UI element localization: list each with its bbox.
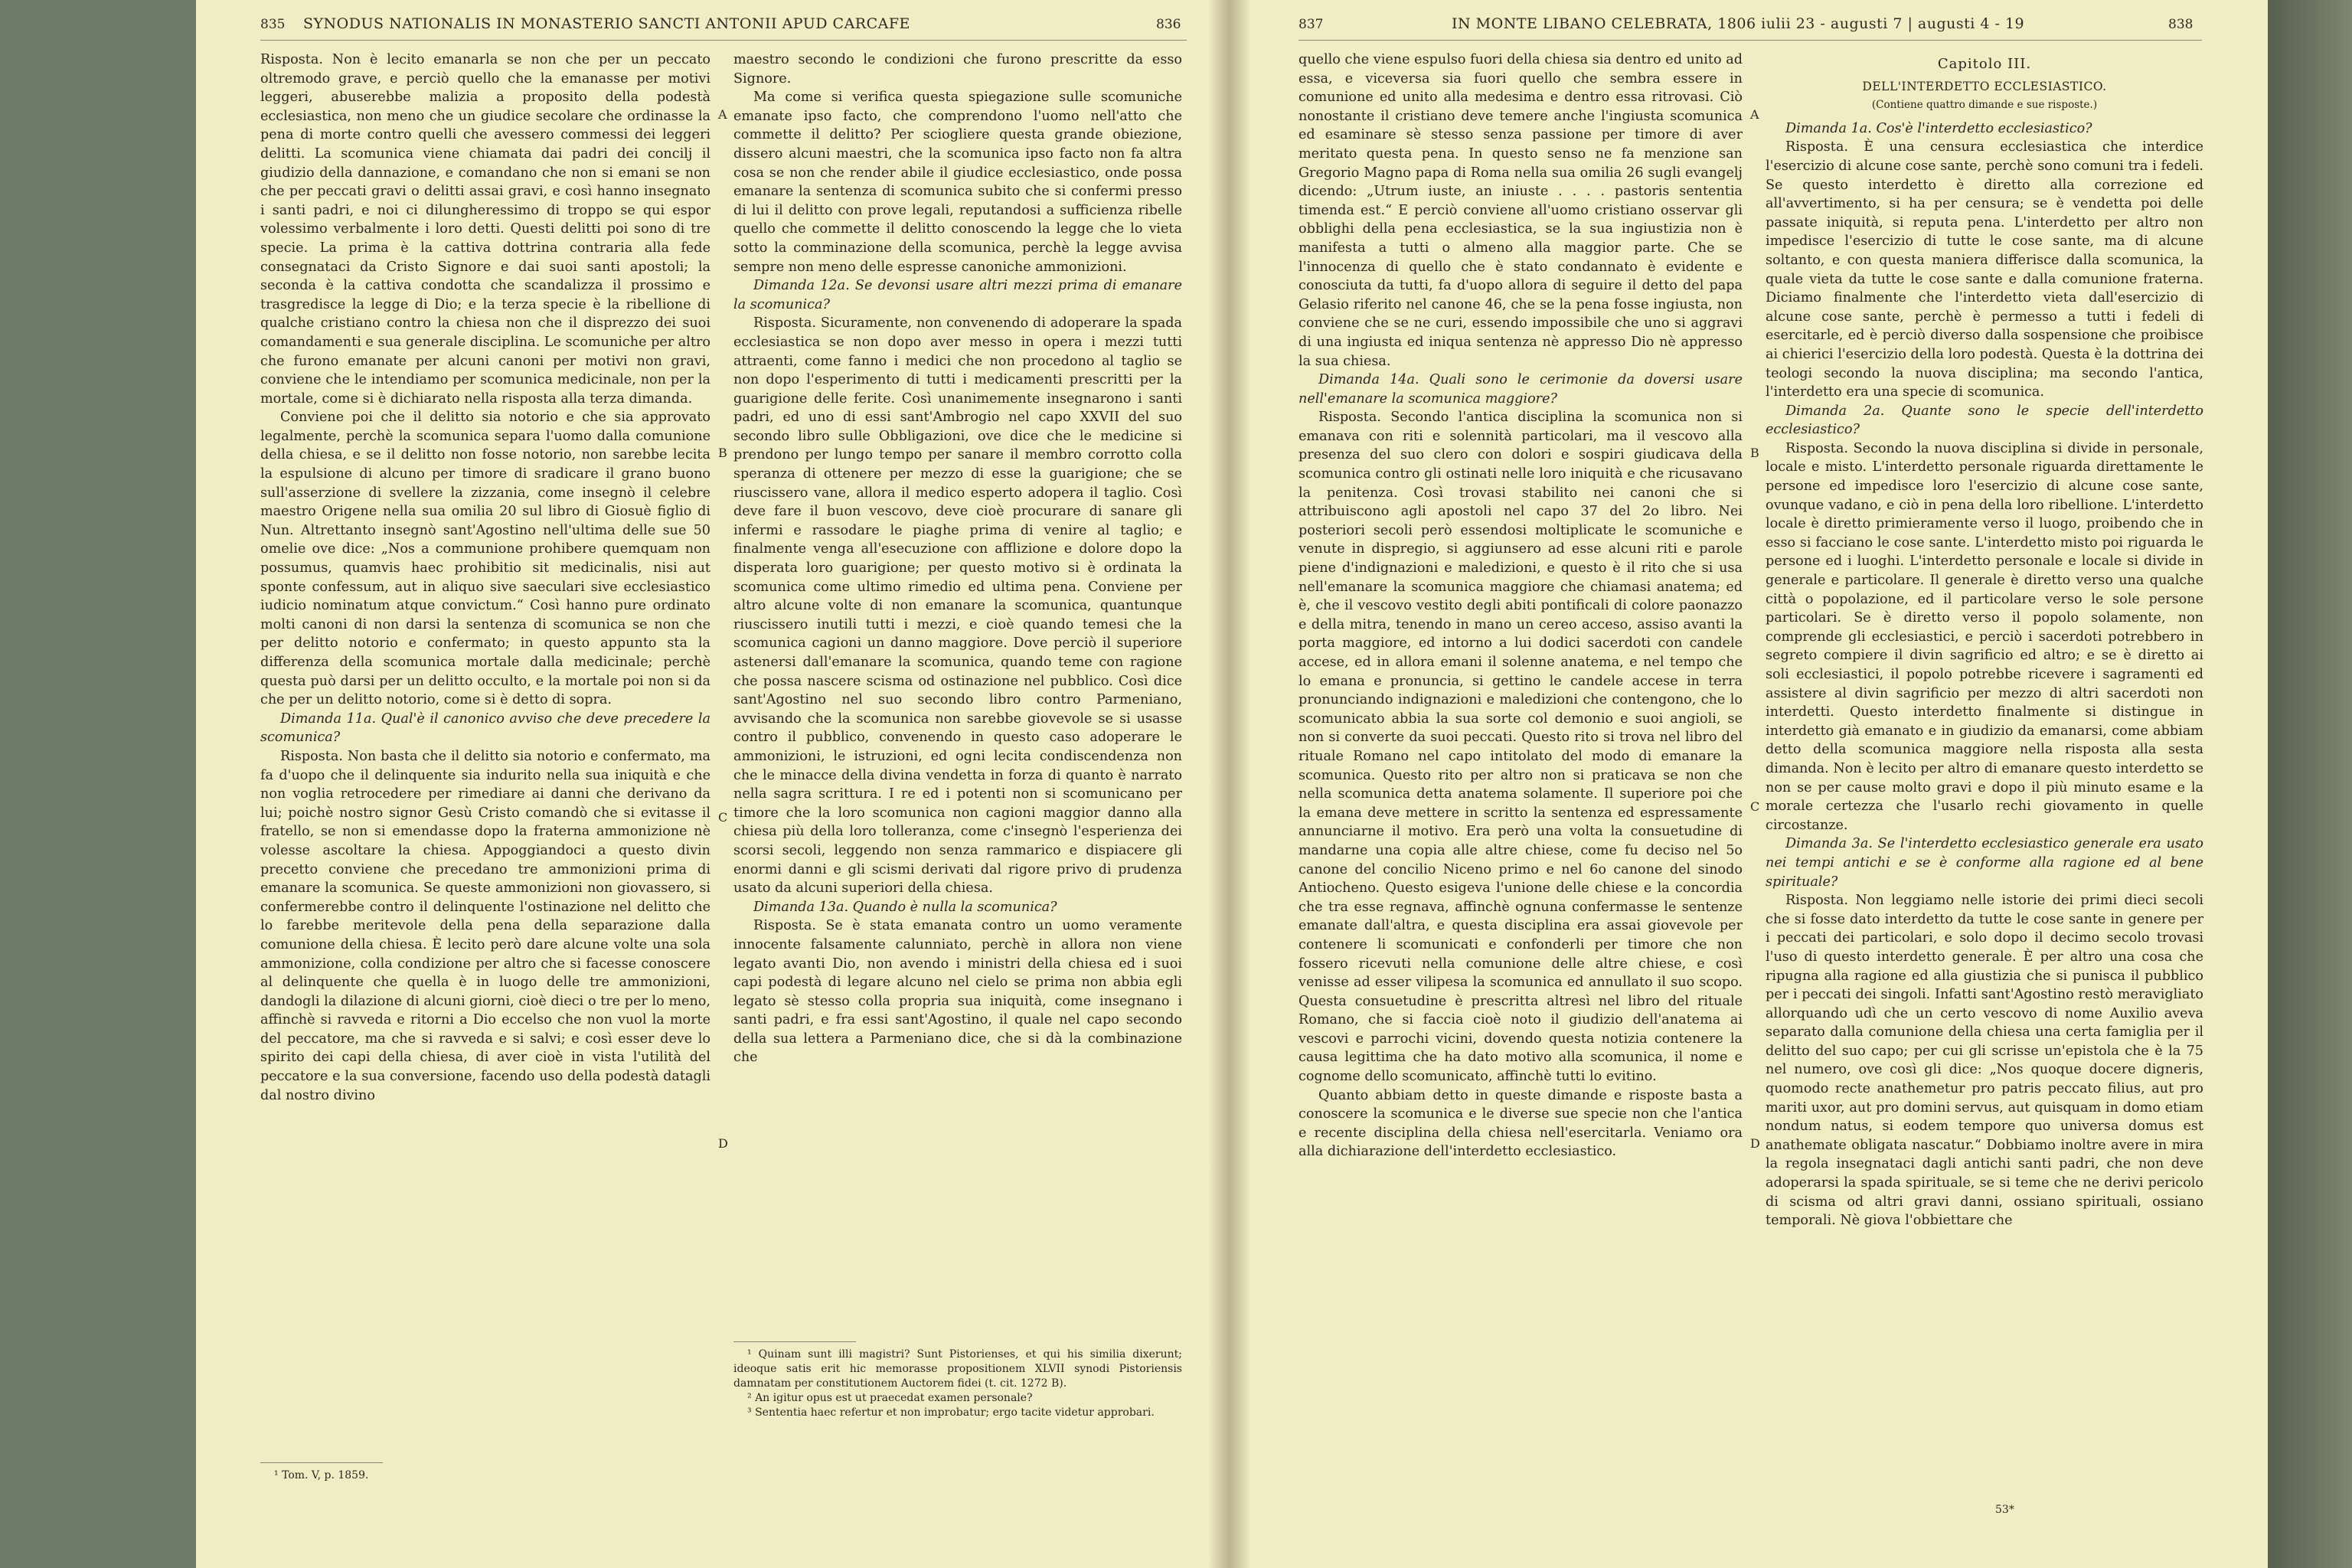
column-number-right: 838	[2168, 17, 2194, 32]
column-number-left: 835	[260, 17, 286, 32]
paragraph: maestro secondo le condizioni che furono prescritte da esso Signore.	[733, 52, 1182, 87]
open-book	[196, 0, 2268, 1568]
question: Dimanda 12a. Se devonsi usare altri mezzi prima di emanare la scomunica?	[733, 278, 1182, 312]
margin-letter: D	[1750, 1136, 1760, 1151]
running-head-left: SYNODUS NATIONALIS IN MONASTERIO SANCTI ANTONII APUD CARCAFE	[303, 15, 910, 32]
question: Dimanda 14a. Quali sono le cerimonie da doversi usare nell'emanare la scomunica maggiore?	[1298, 372, 1743, 407]
header-rule	[1298, 40, 2202, 41]
margin-letter: C	[1750, 799, 1760, 814]
paragraph: Risposta. Non leggiamo nelle istorie dei primi dieci secoli che si fosse dato interdetto da tutte le cose sante in genere per i peccati dei particolari, e solo dopo il decimo secolo trovasi l'uso di questo interdetto generale. È per altro una cosa che ripugna alla ragione ed alla giustizia che si punisca il pubblico per i peccati dei singoli. Infatti sant'Agostino restò meravigliato allorquando udì che un certo vescovo di nome Auxilio aveva separato dalla comunione della chiesa una certa famiglia per il delitto del suo capo; per cui gli scrisse un'epistola che è la 75 nel numero, ove così gli dice: „Nos quoque docere digneris, quomodo recte anathemetur pro patris peccato filius, aut pro mariti uxor, aut pro domini servus, aut quisquam in domo etiam nondum natus, si eodem tempore quo universa domus est anathemate obligata nascatur.“ Dobbiamo inoltre avere in mira la regola insegnataci dagli antichi santi padri, che non deve adoperarsi la spada spirituale, se si teme che ne derivi pericolo di scisma od altri gravi danni, ossiano spirituali, ossiano temporali. Nè giova l'obbiettare che	[1766, 893, 2203, 1229]
footnote-rule	[733, 1341, 856, 1342]
paragraph: Risposta. Se è stata emanata contro un uomo veramente innocente falsamente calunniato, perchè in allora non viene legato avanti Dio, non avendo i ministri della chiesa ed i suoi capi podestà di legare alcuno nel cielo se prima non abbia egli legato sè stesso colla propria sua iniquità, come insegnano i santi padri, e fra essi sant'Agostino, il quale nel capo secondo della sua lettera a Parmeniano dice, che si dà la combinazione che	[733, 918, 1182, 1066]
paragraph: Risposta. Non è lecito emanarla se non che per un peccato oltremodo grave, e perciò quello che la emanasse per motivi leggeri, abuserebbe malizia a proposito della podestà ecclesiastica, non meno che un giudice secolare che ordinasse la pena di morte contro quelli che avessero commessi dei leggeri delitti. La scomunica viene chiamata dai padri dei concilj il giudizio della dannazione, e comandano che non si emani se non che per peccati gravi o delitti assai gravi, e così hanno insegnato i santi padri, e noi ci dilungheressimo di troppo se qui espor volessimo verbalmente i loro detti. Questi delitti poi sono di tre specie. La prima è la cattiva dottrina contraria alla fede consegnataci da Cristo Signore e dai suoi santi apostoli; la seconda è la cattiva condotta che scandalizza il prossimo e trasgredisce la legge di Dio; e la terza specie è la ribellione di qualche cristiano contro la chiesa non che il disprezzo dei suoi comandamenti e sua generale disciplina. Le scomuniche per altro che furono emanate per alcuni canoni per motivi non gravi, conviene che le intendiamo per scomunica medicinale, non per la mortale, come si è dichiarato nella risposta alla terza dimanda.	[260, 52, 710, 407]
text-column-838	[1766, 51, 2203, 1505]
question: Dimanda 13a. Quando è nulla la scomunica?	[753, 899, 1057, 915]
background-right	[2268, 0, 2352, 1568]
paragraph: Risposta. Sicuramente, non convenendo di adoperare la spada ecclesiastica se non dopo aver messo in opera i mezzi tutti attraenti, come fanno i medici che non procedono al taglio se non dopo l'esperimento di tutti i medicamenti prescritti per la guarigione delle ferite. Così unanimemente insegnarono i santi padri, ed uno di essi sant'Ambrogio nel capo XXVII del suo secondo libro sulle Obbligazioni, ove dice che le medicine si prendono per lungo tempo per sanare il membro corrotto colla speranza di ottenere per mezzo di esse la guarigione; che se riuscissero vane, allora il medico esperto adopera il taglio. Così deve fare il buon vescovo, deve cioè procurare di sanare gli infermi e rassodare le piaghe prima di venire al taglio; e finalmente venga all'esecuzione con afflizione e dolore dopo la disperata loro guarigione; per questo motivo si è ordinata la scomunica come ultimo rimedio ed ultima pena. Conviene per altro alcune volte di non emanare la scomunica, quantunque riuscissero inutili tutti i mezzi, e cioè quando temesi che la scomunica cagioni un danno maggiore. Dove perciò il superiore astenersi dall'emanare la scomunica, quando teme con ragione che possa nascere scisma od ostinazione nel pubblico. Così dice sant'Agostino nel suo secondo libro contro Parmeniano, avvisando che la scomunica non sarebbe giovevole se si usasse contro il pubblico, convenendo in questo caso adoperare le ammonizioni, le istruzioni, ed ogni lecita condiscendenza non che le minacce della divina vendetta in forza di quanto è narrato nella sagra scrittura. I re ed i potenti non si scomunicano per timore che la loro scomunica non cagioni maggior danno alla chiesa più della loro tolleranza, come c'insegnò l'esperienza dei scorsi secoli, leggendo non senza rammarico e dispiacere gli enormi danni e gli scismi derivati dal rigore privo di prudenza usato da alcuni superiori della chiesa.	[733, 315, 1182, 897]
column-number-left: 837	[1298, 17, 1324, 32]
footnotes-835	[260, 1468, 710, 1483]
margin-letter: D	[718, 1136, 728, 1151]
paragraph: Conviene poi che il delitto sia notorio e che sia approvato legalmente, perchè la scomunica separa l'uomo dalla comunione della chiesa, e se il delitto non fosse notorio, non sarebbe lecita la espulsione di alcuno per timore di sradicare il grano buono sull'asserzione di svellere la zizzania, come insegnò il celebre maestro Origene nella sua omilia 20 sul libro di Giosuè figlio di Nun. Altrettanto insegnò sant'Agostino nell'ultima delle sue 50 omelie ove dice: „Nos a communione prohibere quemquam non possumus, quamvis haec prohibitio sit medicinalis, nisi aut sponte confessum, aut in aliquo sive saeculari sive ecclesiastico iudicio nominatum atque convictum.“ Così hanno pure ordinato molti canoni di non darsi la sentenza di scomunica se non che per delitto notorio e confermato; in questo appunto sta la differenza della scomunica mortale dalla medicinale; perchè questa può darsi per un delitto occulto, e la mortale poi non si da che per un delitto notorio, come si è detto di sopra.	[260, 410, 710, 708]
running-head-right: IN MONTE LIBANO CELEBRATA, 1806 iulii 23 - augusti 7 | augusti 4 - 19	[1452, 15, 2025, 32]
right-page	[1230, 0, 2268, 1568]
chapter-subtitle: DELL'INTERDETTO ECCLESIASTICO.	[1862, 79, 2107, 93]
footnote: ¹ Quinam sunt illi magistri? Sunt Pistorienses, et qui his similia dixerunt; ideoque satis erit hic memorasse propositionem XLVII synodi Pistoriensis damnatam per constitutionem Auctorem fidei (t. cit. 1272 B).	[733, 1348, 1182, 1390]
question: Dimanda 2a. Quante sono le specie dell'interdetto ecclesiastico?	[1766, 403, 2203, 438]
margin-letter: A	[1750, 107, 1759, 122]
header-rule	[260, 40, 1187, 41]
paragraph: Risposta. Secondo la nuova disciplina si divide in personale, locale e misto. L'interdetto personale riguarda direttamente le persone ed impedisce loro l'esercizio di alcune cose sante, ovunque vadano, e ciò in pena della loro ribellione. L'interdetto locale è diretto primieramente verso il luogo, proibendo che in esso si facciano le cose sante. L'interdetto misto poi riguarda le persone ed i luoghi. L'interdetto personale e locale si divide in generale e particolare. Il generale è diretto verso una qualche città o popolazione, ed il particolare verso le sole persone particolari. Se è diretto verso il popolo solamente, non comprende gli ecclesiastici, e perciò i sacerdoti potrebbero in segreto compiere il divin sagrificio ed altro; e se è diretto ai soli ecclesiastici, il popolo potrebbe ricevere i sagramenti ed assistere al divin sagrificio per mezzo di altri sacerdoti non interdetti. Questo interdetto finalmente si distingue in interdetto già emanato e in giudizio da emanarsi, come abbiam detto della scomunica maggiore nella risposta alla sesta dimanda. Non è lecito per altro di emanare questo interdetto se non se per cause molto gravi e dopo il più minuto esame e la morale certezza che l'usarlo rechi giovamento in quelle circostanze.	[1766, 440, 2203, 833]
footnote: ¹ Tom. V, p. 1859.	[274, 1469, 369, 1481]
signature-mark: 53*	[1995, 1504, 2014, 1516]
chapter-note: (Contiene quattro dimande e sue risposte.)	[1871, 99, 2098, 112]
question: Dimanda 11a. Qual'è il canonico avviso che deve precedere la scomunica?	[260, 710, 710, 746]
left-page	[196, 0, 1230, 1568]
text-column-835	[260, 51, 710, 1298]
margin-letter: B	[1750, 446, 1759, 460]
paragraph: Risposta. È una censura ecclesiastica che interdice l'esercizio di alcune cose sante, perchè sono comuni tra i fedeli. Se questo interdetto è diretto alla correzione ed all'avvertimento, si ha per censura; se è vendetta poi delle passate iniquità, si reputa pena. L'interdetto per altro non impedisce l'esercizio di tutte le cose sante, ma di alcune soltanto, e con questa maniera differisce dalla scomunica, la quale vieta da tutte le cose sante e dalla comunione fraterna. Diciamo finalmente che l'interdetto vieta dall'esercizio di alcune cose sante, perchè è permesso a tutti i fedeli di esercitarle, ed è perciò diverso dalla sospensione che proibisce ai chierici l'esercizio della loro podestà. Questa è la dottrina dei teologi secondo la nuova disciplina; ma secondo l'antica, l'interdetto era una specie di scomunica.	[1766, 139, 2203, 400]
question: Dimanda 1a. Cos'è l'interdetto ecclesiastico?	[1785, 120, 2092, 136]
chapter-title: Capitolo III.	[1937, 56, 2032, 72]
paragraph: quello che viene espulso fuori della chiesa sia dentro ed unito ad essa, e viceversa sia fuori quello che sembra essere in comunione ed unito alla medesima e dentro essa ritrovasi. Ciò nonostante il cristiano deve temere anche l'ingiusta scomunica ed esaminare sè stesso senza passione per timore di aver meritato questa pena. In questo senso ne fa menzione san Gregorio Magno papa di Roma nella sua omilia 26 sugli evangelj dicendo: „Utrum iuste, an iniuste . . . . pastoris sententia timenda est.“ E perciò conviene all'uomo cristiano osservar gli obblighi della pena ecclesiastica, se la sua ingiustizia non è manifesta a tutti o almeno alla maggior parte. Che se l'innocenza di quello che è stato condannato è evidente e conosciuta da tutti, fa d'uopo allora di seguire il detto del papa Gelasio riferito nel canone 46, che se la pena fosse ingiusta, non conviene che se ne curi, essendo impossibile che uno si aggravi di una ingiusta ed iniqua sentenza nè appresso Dio nè appresso la sua chiesa.	[1298, 52, 1743, 369]
footnote: ² An igitur opus est ut praecedat examen personale?	[747, 1392, 1033, 1404]
footnotes-836	[733, 1348, 1182, 1420]
margin-letter: B	[718, 446, 727, 460]
text-column-837	[1298, 51, 1743, 1505]
margin-letter: A	[718, 107, 727, 122]
question: Dimanda 3a. Se l'interdetto ecclesiastico generale era usato nei tempi antichi e se è conforme alla ragione ed al bene spirituale?	[1766, 836, 2203, 890]
paragraph: Quanto abbiam detto in queste dimande e risposte basta a conoscere la scomunica e le diverse sue specie non che l'antica e recente disciplina della chiesa nell'esercitarla. Veniamo ora alla dichiarazione dell'interdetto ecclesiastico.	[1298, 1087, 1743, 1160]
paragraph: Risposta. Secondo l'antica disciplina la scomunica non si emanava con riti e solennità particolari, ma il vescovo alla presenza del suo clero con dolori e sospiri giudicava della scomunica contro gli ostinati nelle loro iniquità e che ricusavano la penitenza. Così trovasi stabilito nei canoni che si attribuiscono agli apostoli nel capo 37 del 2o libro. Nei posteriori secoli però essendosi moltiplicate le scomuniche e venute in dispregio, si aggiunsero ad esse alcuni riti e parole piene d'indignazioni e maledizioni, e questo è il rito che si usa nell'emanare la scomunica maggiore che chiamasi anatema; ed è, che il vescovo vestito degli abiti pontificali di colore paonazzo e della mitra, tenendo in mano un cereo acceso, assiso avanti la porta maggiore, ed intorno a lui dodici sacerdoti con candele accese, ed in allora emani il solenne anatema, e nel tempo che lo emana e pronuncia, si gettino le candele accese in terra pronunciando indignazioni e maledizioni che contengono, che lo scomunicato abbia la sua sorte col demonio e suoi angioli, se non si converte da suoi peccati. Questo rito si trova nel libro del rituale Romano nel capo intitolato del modo di emanare la scomunica. Questo rito per altro non si praticava se non che nella scomunica detta anatema solamente. Il superiore poi che la emana deve mettere in scritto la sentenza ed espressamente annunciarne il motivo. Era però una volta la consuetudine di mandarne una copia alle altre chiese, come fu deciso nel 5o canone del concilio Niceno primo e nel 6o canone del sinodo Antiocheno. Questo esigeva l'unione delle chiese e la concordia che tra esse regnava, affinchè ognuna confermasse le sentenze emanate dall'altra, e questa disciplina era assai giovevole per contenere li scomunicati e confonderli per timore che non fossero ricevuti nella comunione delle altre chiese, e così venisse ad esser vilipesa la scomunica ed annullato il suo scopo. Questa consuetudine è prescritta altresì nel libro del rituale Romano, che si faccia cioè noto il giudizio dell'anatema ai vescovi e parrochi vicini, dovendo questa notizia contenere la causa legittima che ha dato motivo alla scomunica, il nome e cognome dello scomunicato, affinchè tutti lo evitino.	[1298, 410, 1743, 1085]
paragraph: Risposta. Non basta che il delitto sia notorio e confermato, ma fa d'uopo che il delinquente sia indurito nella sua iniquità e che non voglia retrocedere per rimediare ai danni che derivano da lui; poichè nostro signor Gesù Cristo comandò che si evitasse il fratello, se non si emendasse dopo la fraterna ammonizione nè volesse ascoltare la chiesa. Appoggiandoci a questo divin precetto conviene che precedano tre ammonizioni prima di emanare la scomunica. Se queste ammonizioni non giovassero, si confermerebbe contro il delinquente l'ostinazione nel delitto che lo farebbe meritevole della pena della separazione dalla comunione della chiesa. È lecito però dare alcune volte una sola ammonizione, colla condizione per altro che si facesse conoscere al delinquente che quella è in luogo delle tre ammonizioni, dandogli la dilazione di alcuni giorni, cioè dieci o tre per lo meno, affinchè si ravveda e ritorni a Dio eccelso che non vuol la morte del peccatore, ma che si ravveda e si salvi; e così esser deve lo spirito dei capi della chiesa, di aver cioè in vista l'utilità del peccatore e la sua conversione, facendo uso della podestà datagli dal nostro divino	[260, 748, 710, 1103]
column-number-right: 836	[1156, 17, 1181, 32]
margin-letter: C	[718, 810, 728, 825]
text-column-836	[733, 51, 1182, 1334]
footnote-rule	[260, 1462, 383, 1463]
paragraph: Ma come si verifica questa spiegazione sulle scomuniche emanate ipso facto, che comprendono l'uomo nell'atto che commette il delitto? Per sciogliere questa grande obiezione, dissero alcuni maestri, che la scomunica ipso facto non fa altra cosa se non che render abile il giudice ecclesiastico, onde possa emanare la sentenza di scomunica subito che si confermi presso di lui il delitto con prove legali, reputandosi a sufficienza ribelle quello che commette il delitto conoscendo la legge che lo vieta sotto la comminazione della scomunica, perchè la legge avvisa sempre non meno delle espresse canoniche ammonizioni.	[733, 90, 1182, 275]
footnote: ³ Sententia haec refertur et non improbatur; ergo tacite videtur approbari.	[747, 1406, 1155, 1419]
